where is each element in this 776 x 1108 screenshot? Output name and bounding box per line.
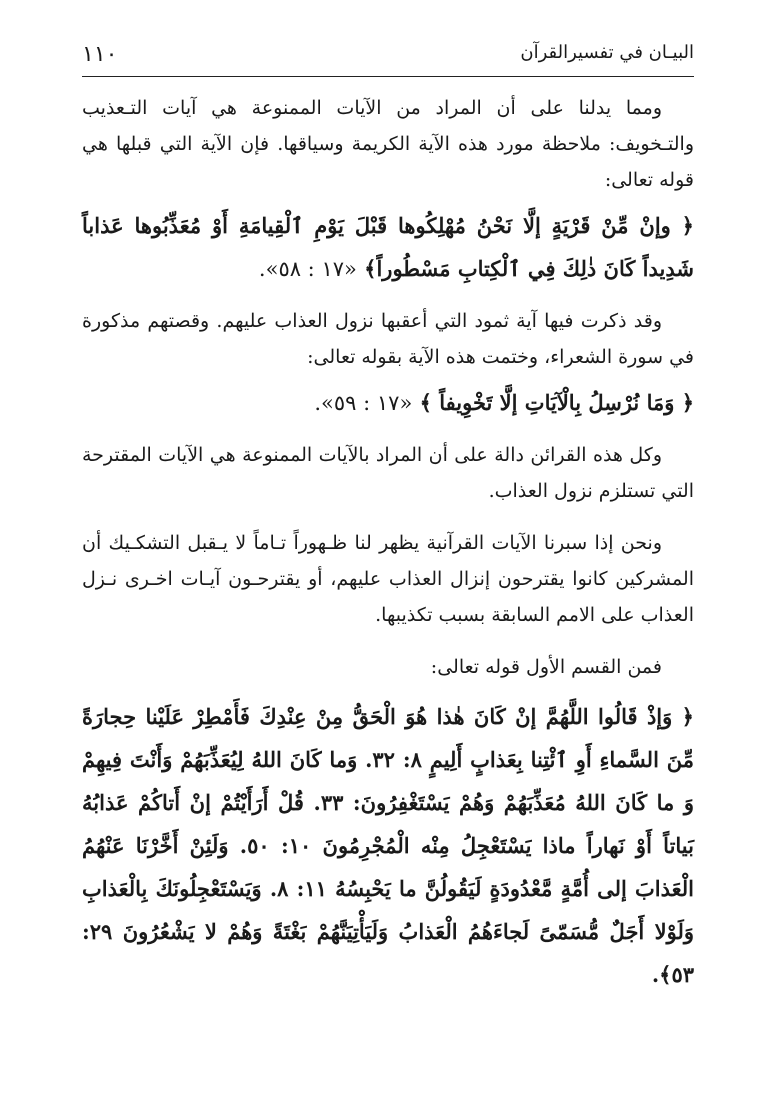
paragraph-2: وقد ذكرت فيها آية ثمود التي أعقبها نزول العذاب عليهم. وقصتهم مذكورة في سورة الشعراء، وختمت هذه الآية بقوله تعالى: bbox=[82, 310, 694, 368]
paragraph-3: وكل هذه القرائن دالة على أن المراد بالآيات الممنوعة هي الآيات المقترحة التي تستلزم نزول العذاب. bbox=[82, 444, 694, 502]
paragraph-1: ومما يدلنا على أن المراد من الآيات الممنوعة هي آيات التـعذيب والتـخويف: ملاحظة مورد هذه الآية الكريمة وسياقها. فإن الآية التي قبلها هي قوله تعالى: bbox=[82, 97, 694, 191]
quran-verse-1 bbox=[82, 204, 694, 291]
verse-1-text: ﴿ وإنْ مِّنْ قَرْيَةٍ إلَّا نَحْنُ مُهْلِكُوها قَبْلَ يَوْمِ ٱلْقِيامَةِ أَوْ مُعَذِّبُوها عَذاباً شَدِيداً كَانَ ذٰلِكَ فِي ٱلْكِتابِ مَسْطُوراً﴾ bbox=[82, 213, 694, 281]
verse-2-text: ﴿ وَمَا نُرْسِلُ بِالْآيَاتِ إلَّا تَخْوِيفاً ﴾ bbox=[419, 390, 694, 415]
paragraph-4: ونحن إذا سبرنا الآيات القرآنية يظهر لنا ظـهوراً تـاماً لا يـقبل التشكـيك أن المشركين كانوا يقترحون إنزال العذاب عليهم، أو يقترحـون آيـات اخـرى نـزل العذاب على الامم السابقة بسبب تكذيبها. bbox=[82, 532, 694, 626]
page-body bbox=[82, 90, 694, 996]
verse-3-text: ﴿ وَإذْ قَالُوا اللَّهُمَّ إنْ كَانَ هٰذا هُوَ الْحَقُّ مِنْ عِنْدِكَ فَأَمْطِرْ عَلَيْنا حِجارَةً مِّنَ السَّماءِ أَوِ ٱئْتِنا بِعَذابٍ أَلِيمٍ ٨: ٣٢. وَما كَانَ اللهُ لِيُعَذِّبَهُمْ وَأَنْتَ فِيهِمْ وَ ما كَانَ اللهُ مُعَذِّبَهُمْ وَهُمْ يَسْتَغْفِرُونَ: ٣٣. قُلْ أَرَأَيْتُمْ إنْ أَتاكُمْ عَذابُهُ بَياتاً أَوْ نَهاراً ماذا يَسْتَعْجِلُ مِنْه الْمُجْرِمُونَ ١٠: ٥٠. وَلَئِنْ أَخَّرْنَا عَنْهُمُ الْعَذابَ إلى أُمَّةٍ مَّعْدُودَةٍ لَيَقُولُنَّ ما يَحْبِسُهُ ١١: ٨. وَيَسْتَعْجِلُونَكَ بِالْعَذابِ وَلَوْلا أَجَلٌ مُّسَمّىً لَجاءَهُمُ الْعَذابُ وَلَيَأْتِيَنَّهُمْ بَغْتَةً وَهُمْ لا يَشْعُرُونَ ٢٩: ٥٣﴾. bbox=[82, 704, 695, 987]
verse-1-reference: «١٧ : ٥٨». bbox=[258, 257, 357, 281]
quran-verse-2 bbox=[82, 381, 694, 425]
page-number: ١١٠ bbox=[82, 42, 118, 67]
page-header bbox=[82, 40, 694, 77]
book-title: البيـان في تفسيرالقرآن bbox=[520, 42, 694, 63]
verse-2-reference: «١٧ : ٥٩». bbox=[314, 391, 413, 415]
quran-verse-3 bbox=[82, 695, 694, 996]
paragraph-5: فمن القسم الأول قوله تعالى: bbox=[430, 656, 662, 678]
